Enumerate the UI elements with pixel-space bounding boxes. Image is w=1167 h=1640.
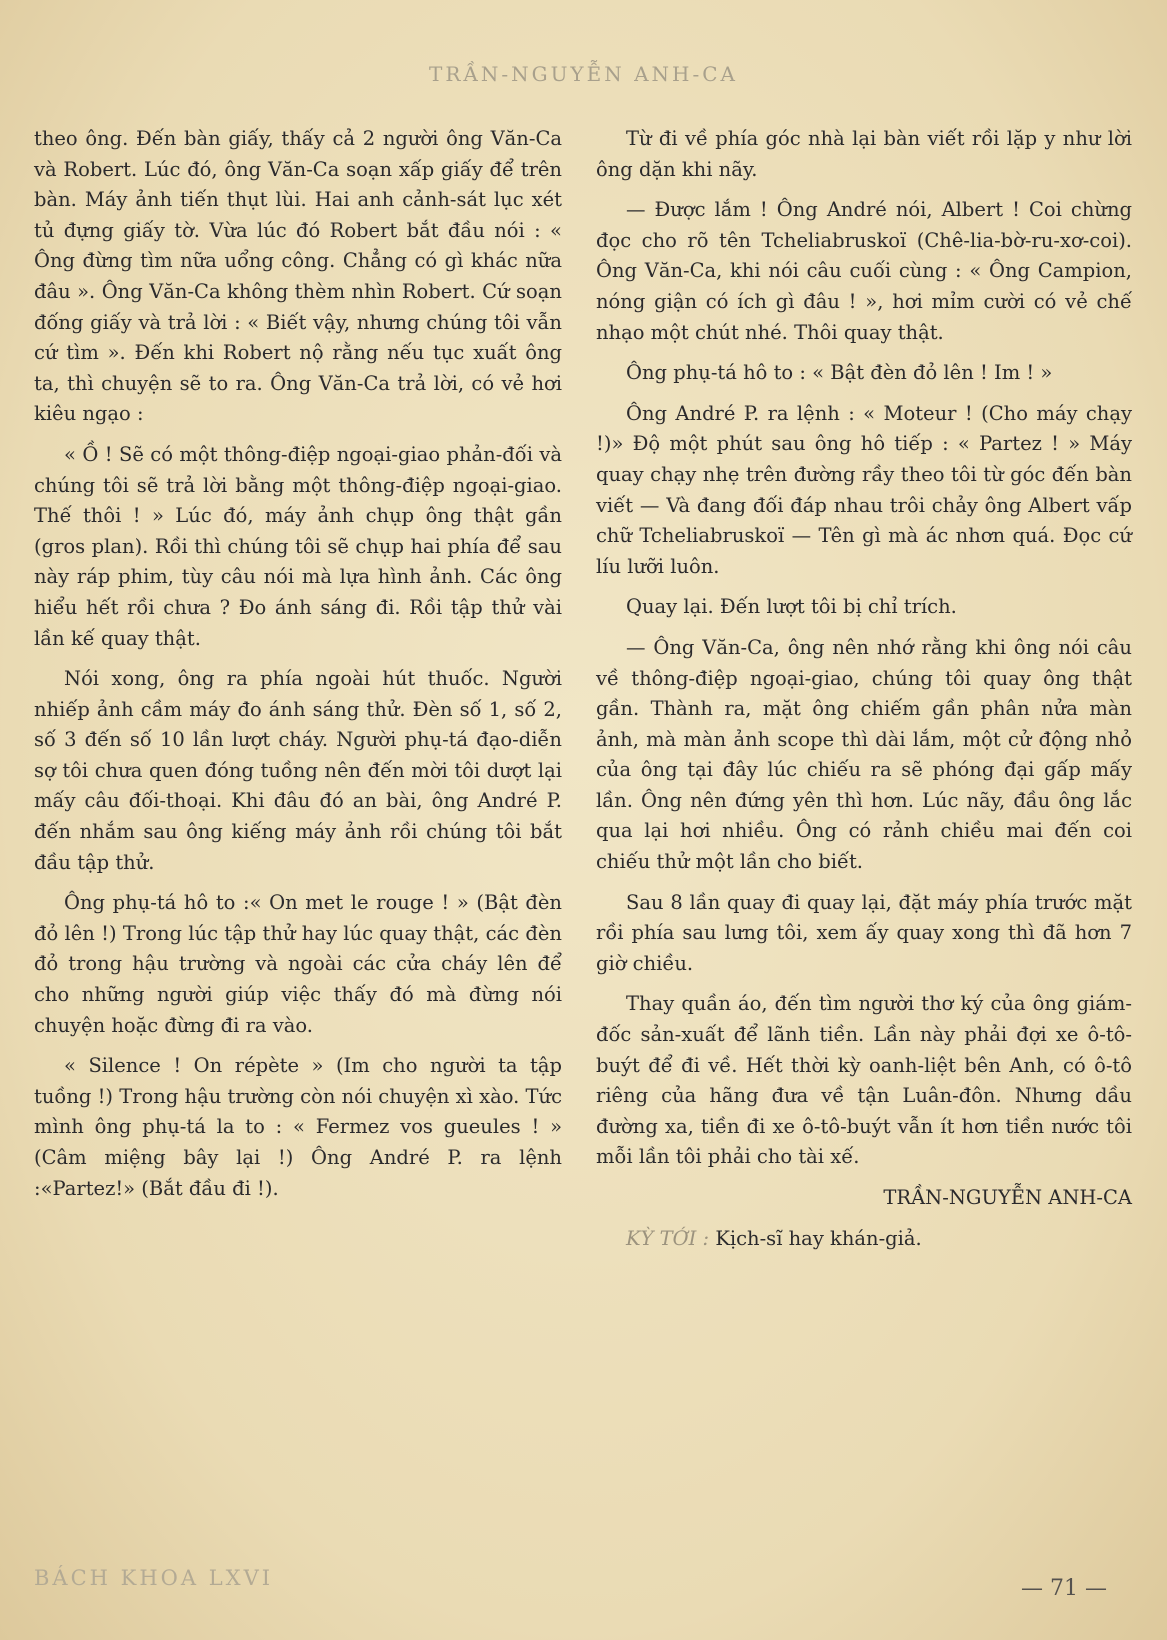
left-column: [34, 124, 562, 1214]
next-issue-label: KỲ TỚI :: [626, 1226, 710, 1250]
paragraph: — Ông Văn-Ca, ông nên nhớ rằng khi ông nói câu về thông-điệp ngoại-giao, chúng tôi quay ông thật gần. Thành ra, mặt ông chiếm gần phân nửa màn ảnh, mà màn ảnh scope thì dài lắm, một cử động nhỏ của ông tại đây lúc chiếu ra sẽ phóng đại gấp mấy lần. Ông nên đứng yên thì hơn. Lúc nãy, đầu ông lắc qua lại hơi nhiều. Ông có rảnh chiều mai đến coi chiếu thử một lần cho biết.: [596, 635, 1132, 874]
right-column: [596, 124, 1132, 1264]
paragraph: Ông phụ-tá hô to :« On met le rouge ! » (Bật đèn đỏ lên !) Trong lúc tập thử hay lúc quay thật, các đèn đỏ trong hậu trường và ngoài các cửa cháy lên để cho những người giúp việc thấy đó mà đừng nói chuyện hoặc đừng đi ra vào.: [34, 891, 562, 1037]
author-signature: TRẦN-NGUYỄN ANH-CA: [883, 1186, 1132, 1209]
next-issue-text: Kịch-sĩ hay khán-giả.: [715, 1226, 922, 1250]
paragraph: Từ đi về phía góc nhà lại bàn viết rồi lặp y như lời ông dặn khi nãy.: [596, 127, 1132, 181]
magazine-footer: BÁCH KHOA LXVI: [34, 1566, 274, 1590]
paragraph: Ông André P. ra lệnh : « Moteur ! (Cho máy chạy !)» Độ một phút sau ông hô tiếp : « Partez ! » Máy quay chạy nhẹ trên đường rầy theo tôi từ góc đến bàn viết — Và đang đối đáp nhau trôi chảy ông Albert vấp chữ Tcheliabruskoï — Tên gì mà ác nhơn quá. Đọc cứ líu lưỡi luôn.: [596, 401, 1132, 578]
running-head: TRẦN-NGUYỄN ANH-CA: [429, 62, 738, 86]
paragraph: Sau 8 lần quay đi quay lại, đặt máy phía trước mặt rồi phía sau lưng tôi, xem ấy quay xong thì đã hơn 7 giờ chiều.: [596, 890, 1132, 975]
paragraph: Thay quần áo, đến tìm người thơ ký của ông giám-đốc sản-xuất để lãnh tiền. Lần này phải đợi xe ô-tô-buýt để đi về. Hết thời kỳ oanh-liệt bên Anh, có ô-tô riêng của hãng đưa về tận Luân-đôn. Nhưng dầu đường xa, tiền đi xe ô-tô-buýt vẫn ít hơn tiền nước tôi mỗi lần tôi phải cho tài xế.: [596, 992, 1132, 1169]
paragraph: « Ồ ! Sẽ có một thông-điệp ngoại-giao phản-đối và chúng tôi sẽ trả lời bằng một thông-điệp ngoại-giao. Thế thôi ! » Lúc đó, máy ảnh chụp ông thật gần (gros plan). Rồi thì chúng tôi sẽ chụp hai phía để sau này ráp phim, tùy câu nói mà lựa hình ảnh. Các ông hiểu hết rồi chưa ? Đo ánh sáng đi. Rồi tập thử vài lần kế quay thật.: [34, 442, 562, 650]
next-issue-note: [596, 1224, 1132, 1255]
paragraph: Nói xong, ông ra phía ngoài hút thuốc. Người nhiếp ảnh cầm máy đo ánh sáng thử. Đèn số 1, số 2, số 3 đến số 10 lần lượt cháy. Người phụ-tá đạo-diễn sợ tôi chưa quen đóng tuồng nên đến mời tôi dượt lại mấy câu đối-thoại. Khi đâu đó an bài, ông André P. đến nhắm sau ông kiếng máy ảnh rồi chúng tôi bắt đầu tập thử.: [34, 667, 562, 874]
paragraph: — Được lắm ! Ông André nói, Albert ! Coi chừng đọc cho rõ tên Tcheliabruskoï (Chê-lia-bờ-ru-xơ-coi). Ông Văn-Ca, khi nói câu cuối cùng : « Ông Campion, nóng giận có ích gì đâu ! », hơi mỉm cười có vẻ chế nhạo một chút nhé. Thôi quay thật.: [596, 198, 1132, 344]
paragraph: Ông phụ-tá hô to : « Bật đèn đỏ lên ! Im ! »: [626, 361, 1053, 385]
paragraph: theo ông. Đến bàn giấy, thấy cả 2 người ông Văn-Ca và Robert. Lúc đó, ông Văn-Ca soạn xấp giấy để trên bàn. Máy ảnh tiến thụt lùi. Hai anh cảnh-sát lục xét tủ đựng giấy tờ. Vừa lúc đó Robert bắt đầu nói : « Ông đừng tìm nữa uổng công. Chẳng có gì khác nữa đâu ». Ông Văn-Ca không thèm nhìn Robert. Cứ soạn đống giấy và trả lời : « Biết vậy, nhưng chúng tôi vẫn cứ tìm ». Đến khi Robert nộ rằng nếu tục xuất ông ta, thì chuyện sẽ to ra. Ông Văn-Ca trả lời, có vẻ hơi kiêu ngạo :: [34, 127, 562, 426]
paragraph: Quay lại. Đến lượt tôi bị chỉ trích.: [626, 595, 957, 619]
page-number: — 71 —: [1021, 1576, 1107, 1601]
paragraph: « Silence ! On répète » (Im cho người ta tập tuồng !) Trong hậu trường còn nói chuyện xì xào. Tức mình ông phụ-tá la to : « Fermez vos gueules ! » (Câm miệng bây lại !) Ông André P. ra lệnh :«Partez!» (Bắt đầu đi !).: [34, 1054, 562, 1200]
